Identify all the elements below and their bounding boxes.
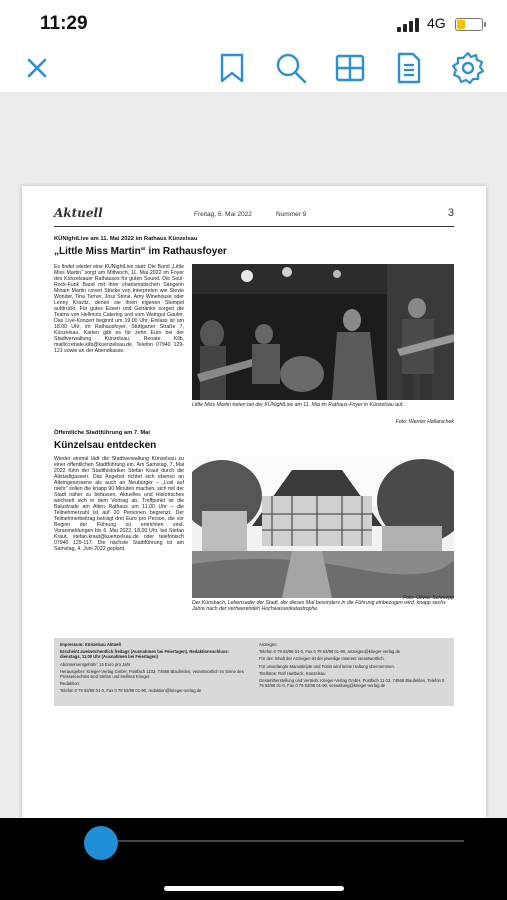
impressum-right: [259, 642, 449, 690]
impressum-line: Herausgeber: Krieger-Verlag GmbH, Postfach 1103, 74568 Blaufelden, verantwortlich im Sinne des Pressereechtes sind Stefan und Hellmut Krieger.: [60, 668, 244, 680]
article2-caption: Der Künsbach, Lebensader der Stadt, der dieses Mal besonders in die Führung einbezogen wird, knapp sechs Jahre nach der verheerenden Hochwasserkatastrophe.: [192, 600, 446, 612]
page-slider-track[interactable]: [84, 840, 464, 842]
bookmark-icon[interactable]: [214, 50, 250, 86]
article2-body: Wieder einmal lädt die Stadtverwaltung Künzelsau zu einer öffentlichen Stadtführung ein. Am Samstag, 7. Mai 2022 führt der Stadthistoriker Stefan Kraut durch die Altstadtgassen. Das Angebot richtet sich ebenso an Alteingesessene als auch an Neubürger – „Lust auf mehr“ sollen die knapp 90 Minuten machen, sich mit der Stadt näher zu befassen. Aktuelles und Historisches wechselt sich in dem Vortrag ab. Treffpunkt ist die Balustrade am Alten Rathaus um 11.00 Uhr – die Teilnehmerzahl ist auf 20 Personen begrenzt. Der Teilnehmerbeitrag beträgt drei Euro pro Person, die vor Beginn der Führung zu entrichten sind. Voranmeldungen bis 6. Mai 2022, 18.00 Uhr, bei Stefan Kraut, stefan.kraut@kuenzelsau.de oder telefonisch 07940 129-117. Die nächste Stadtführung ist am Samstag, 4. Juni 2022 geplant.: [54, 456, 184, 552]
impressum-box: [54, 638, 454, 706]
issue-date: Freitag, 6. Mai 2022: [194, 211, 252, 218]
status-time: 11:29: [40, 13, 88, 34]
issue-number: Nummer 9: [276, 211, 307, 218]
article2-headline: Künzelsau entdecken: [54, 440, 157, 451]
home-indicator[interactable]: [164, 886, 344, 891]
impressum-line: Gesamtherstellung und Vertrieb: Krieger-Verlag GmbH, Postfach 11 03, 74568 Blaufelden, Telefon 0 79 53/98 01-0, Fax 0 79 53/98 01-90, verwaltung@krieger-verlag.de: [259, 678, 445, 689]
impressum-line: Telefon 0 79 53/98 01-0, Fax 0 79 53/98 01-90, anzeigen@krieger-verlag.de: [259, 649, 401, 655]
article1-headline: „Little Miss Martin“ im Rathausfoyer: [54, 246, 227, 257]
newspaper-page: [22, 186, 486, 818]
impressum-line: Redaktion:: [60, 681, 81, 687]
article1-credit: Foto: Werner Hallatschek: [395, 419, 454, 425]
status-bar: [0, 0, 507, 44]
impressum-left: [60, 642, 250, 696]
grid-icon[interactable]: [332, 50, 368, 86]
settings-icon[interactable]: [450, 50, 486, 86]
impressum-line: Für den Inhalt der Anzeigen ist der jeweilige Inserent verantwortlich.: [259, 656, 385, 662]
network-type: 4G: [427, 15, 446, 31]
impressum-line: Telefon 0 79 53/98 01-0, Fax 0 79 53/98 01-90, redaktion@krieger-verlag.de: [60, 688, 202, 694]
cellular-signal-icon: [397, 18, 421, 32]
viewer-toolbar: [0, 44, 507, 92]
band-photo: [192, 264, 454, 400]
page-number: 3: [447, 207, 454, 219]
battery-icon: [455, 18, 483, 31]
impressum-line: Erscheint zweiwöchentlich freitags (Ausnahmen bei Feiertagen). Redaktionsschluss: dienstags, 11.00 Uhr (Ausnahmen bei Feiertagen): [60, 649, 229, 660]
header-divider: [54, 226, 454, 227]
article1-caption: Little Miss Martin treten bei der KÜNightLive am 11. Mai im Rathaus-Foyer in Künzelsau auf.: [192, 402, 404, 408]
article1-kicker: KÜNightLive am 11. Mai 2022 im Rathaus Künzelsau: [54, 236, 198, 242]
page-header: [54, 206, 454, 224]
page-scrubber-bar: [0, 818, 507, 900]
document-icon[interactable]: [391, 50, 427, 86]
search-icon[interactable]: [273, 50, 309, 86]
impressum-title: Impressum: Künzelsau Aktuell: [60, 642, 121, 647]
article2-credit: Foto: Olivier Schniepp: [402, 595, 454, 601]
impressum-line: Abonnementgebühr: 15 Euro pro Jahr: [60, 661, 131, 667]
impressum-line: Anzeigen:: [259, 642, 278, 647]
article1-body: Es findet wieder eine KÜNightLive statt: Die Band „Little Miss Martin“ sorgt am Mittwoch, 11. Mai 2022 im Foyer des Künzelsauer Rathauses für guten Sound. Die Soul-Rock-Funk Band mit ihrer charismatischen Sängerin Miriam Martin covert Stücke von Interpreten wie Stevie Wonder, Tina Turner, Joss Stone, Amy Winehouse oder Lenny Kravitz, denen sie ihren eigenen Stempel aufdrückt. Für gutes Essen und Getränke sorgen die Teams von Hellmuts Catering und vom Weingut Gaufer. Das Live-Konzert beginnt um 19.00 Uhr, Einlass ist um 18.00 Uhr, im Rathausfoyer, Stuttgarter Straße 7, Künzelsau. Karten gibt es für zehn Euro bei der Stadtverwaltung Künzelsau, Renate Kilb, mailto:renate.kilb@kuenzelsau.de, Telefon 07940 129-121 sowie an der Abendkasse.: [54, 264, 184, 354]
article2-kicker: Öffentliche Stadtführung am 7. Mai: [54, 430, 150, 436]
town-photo: [192, 456, 454, 598]
impressum-line: Titelfotos: Rolf Hartbeck, Künzelsau: [259, 670, 326, 676]
impressum-line: Für unverlangte Manuskripte und Fotos wird keine Haftung übernommen.: [259, 663, 395, 669]
close-icon[interactable]: [19, 50, 55, 86]
page-slider-thumb[interactable]: [84, 826, 118, 860]
newspaper-logo: Aktuell: [54, 206, 103, 220]
